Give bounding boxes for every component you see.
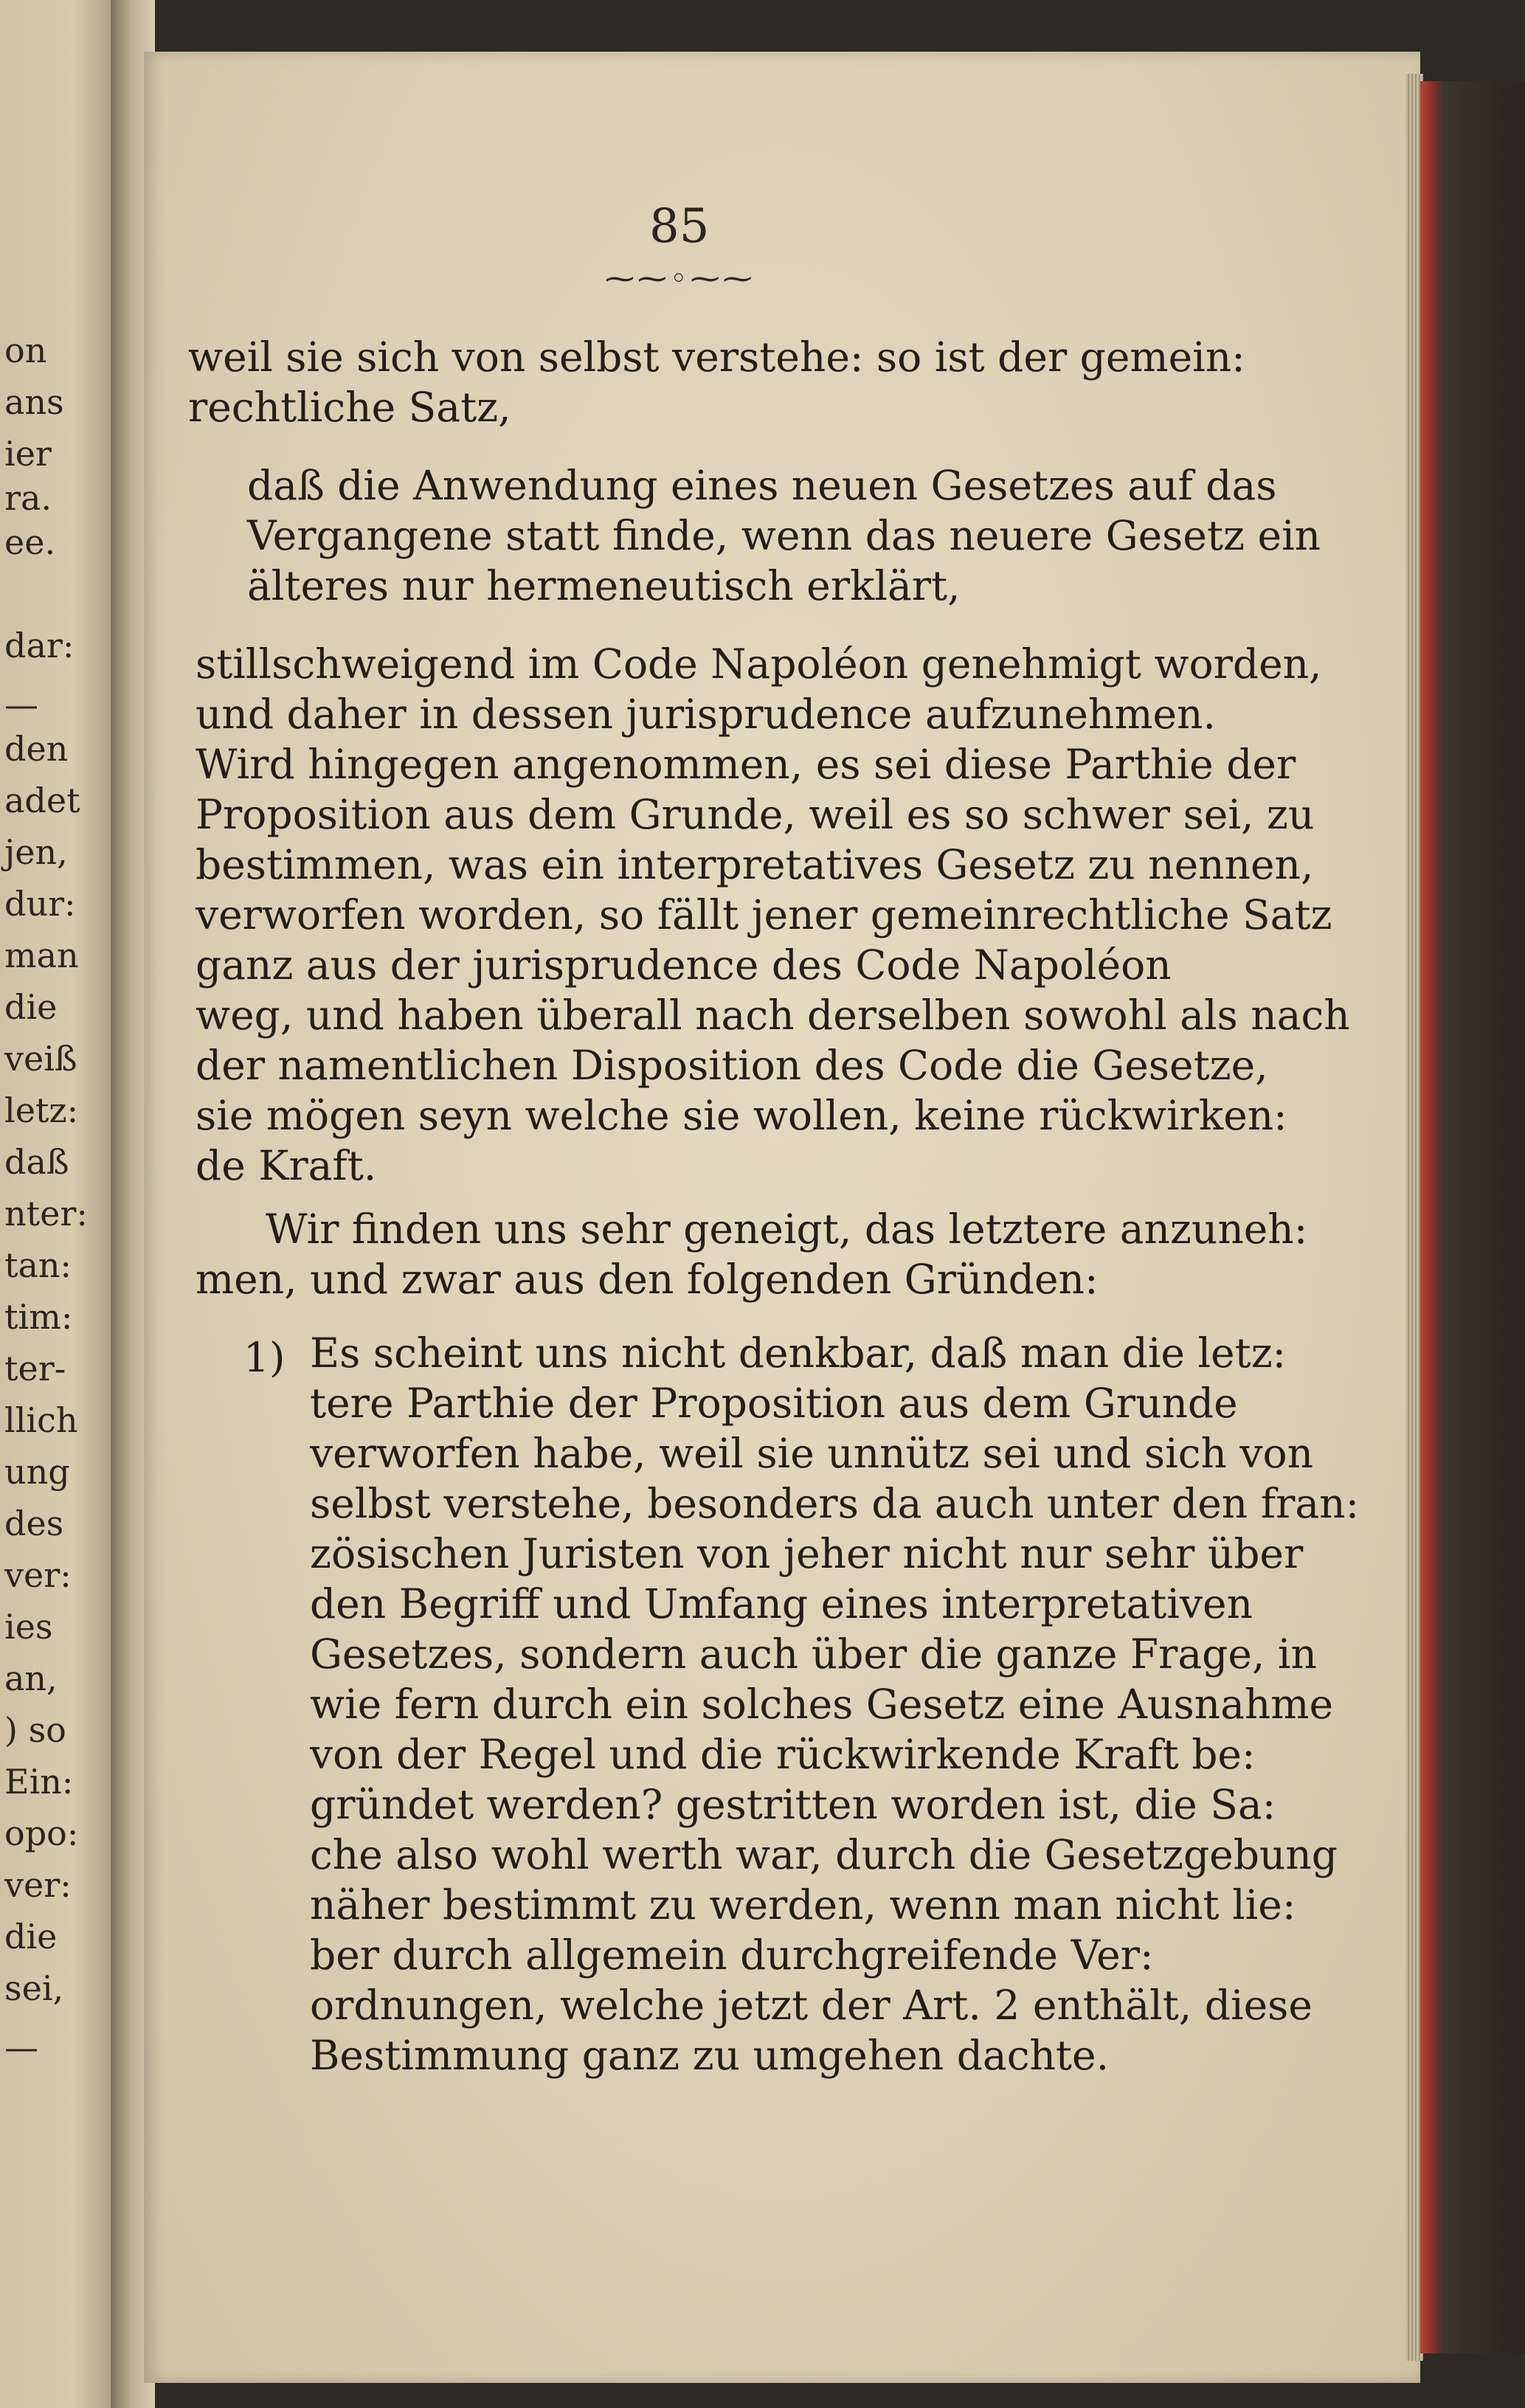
text-line: Wir finden uns sehr geneigt, das letztere anzuneh: — [266, 1205, 1308, 1253]
facing-page-fragment: tan: — [4, 1245, 72, 1285]
text-line: ber durch allgemein durchgreifende Ver: — [310, 1931, 1154, 1979]
facing-page-fragment: an, — [4, 1658, 58, 1698]
text-line: älteres nur hermeneutisch erklärt, — [247, 562, 961, 609]
facing-page — [0, 0, 118, 2408]
text-line: daß die Anwendung eines neuen Gesetzes auf das — [247, 462, 1277, 509]
facing-page-fragment: nter: — [4, 1194, 88, 1234]
text-line: den Begriff und Umfang eines interpretativen — [310, 1580, 1253, 1627]
text-line: der namentlichen Disposition des Code die Gesetze, — [196, 1042, 1268, 1089]
text-line: weil sie sich von selbst verstehe: so ist der gemein: — [188, 333, 1245, 381]
page-number: 85 — [649, 199, 710, 254]
facing-page-fragment: ee. — [4, 522, 56, 562]
text-line: verworfen habe, weil sie unnütz sei und sich von — [310, 1430, 1314, 1477]
facing-page-fragment: ) so — [4, 1710, 66, 1750]
text-line: bestimmen, was ein interpretatives Gesetz zu nennen, — [196, 841, 1314, 888]
list-number: 1) — [243, 1334, 286, 1381]
facing-page-fragment: ver: — [4, 1865, 72, 1905]
text-line: ganz aus der jurisprudence des Code Napoléon — [196, 941, 1172, 989]
facing-page-fragment: tim: — [4, 1297, 73, 1337]
text-line: von der Regel und die rückwirkende Kraft be: — [310, 1731, 1256, 1778]
text-line: sie mögen seyn welche sie wollen, keine rückwirken: — [196, 1092, 1287, 1139]
facing-page-fragment: ver: — [4, 1555, 72, 1595]
text-line: Proposition aus dem Grunde, weil es so schwer sei, zu — [196, 791, 1315, 838]
text-line: selbst verstehe, besonders da auch unter den fran: — [310, 1480, 1360, 1527]
facing-page-fragment: man — [4, 935, 79, 975]
text-line: wie fern durch ein solches Gesetz eine Ausnahme — [310, 1681, 1334, 1728]
facing-page-fragment: jen, — [4, 832, 68, 872]
facing-page-fragment: sei, — [4, 1968, 64, 2008]
facing-page-fragment: letz: — [4, 1090, 79, 1130]
facing-page-fragment: ier — [4, 434, 52, 474]
facing-page-fragment: adet — [4, 781, 80, 820]
text-line: Gesetzes, sondern auch über die ganze Frage, in — [310, 1630, 1317, 1678]
facing-page-fragment: — — [4, 2027, 38, 2067]
facing-page-fragment: opo: — [4, 1813, 79, 1853]
text-line: de Kraft. — [196, 1142, 377, 1189]
text-line: Wird hingegen angenommen, es sei diese Parthie der — [196, 741, 1296, 788]
facing-page-fragment: veiß — [4, 1039, 77, 1079]
facing-page-fragment: daß — [4, 1142, 69, 1182]
facing-page-fragment: dar: — [4, 626, 75, 665]
text-line: Vergangene statt finde, wenn das neuere Gesetz ein — [247, 512, 1321, 559]
facing-page-fragment: die — [4, 987, 58, 1027]
text-line: Es scheint uns nicht denkbar, daß man die letz: — [310, 1329, 1287, 1377]
text-line: Bestimmung ganz zu umgehen dachte. — [310, 2032, 1110, 2079]
facing-page-fragment: ter- — [4, 1349, 66, 1388]
text-line: weg, und haben überall nach derselben sowohl als nach — [196, 992, 1350, 1039]
text-line: tere Parthie der Proposition aus dem Grunde — [310, 1380, 1238, 1427]
facing-page-fragment: des — [4, 1504, 64, 1543]
facing-page-fragment: ans — [4, 382, 64, 422]
text-line: näher bestimmt zu werden, wenn man nicht lie: — [310, 1881, 1296, 1928]
facing-page-fragment: ra. — [4, 478, 52, 518]
facing-page-fragment: llich — [4, 1400, 78, 1440]
text-line: zösischen Juristen von jeher nicht nur sehr über — [310, 1530, 1304, 1577]
facing-page-fragment: — — [4, 685, 38, 724]
facing-page-fragment: Ein: — [4, 1762, 74, 1802]
facing-page-fragment: ung — [4, 1452, 70, 1492]
text-line: gründet werden? gestritten worden ist, die Sa: — [310, 1781, 1276, 1828]
text-line: und daher in dessen jurisprudence aufzunehmen. — [196, 691, 1216, 738]
facing-page-fragment: dur: — [4, 884, 76, 924]
facing-page-fragment: die — [4, 1917, 58, 1957]
book-cover-edge — [1420, 81, 1525, 2353]
facing-page-fragment: on — [4, 331, 47, 370]
text-line: rechtliche Satz, — [188, 384, 511, 431]
text-line: men, und zwar aus den folgenden Gründen: — [196, 1256, 1099, 1303]
text-line: stillschweigend im Code Napoléon genehmigt worden, — [196, 640, 1322, 688]
text-line: verworfen worden, so fällt jener gemeinrechtliche Satz — [196, 891, 1332, 938]
facing-page-fragment: den — [4, 729, 69, 769]
ornament-divider: ⁓⁓◦⁓⁓ — [605, 262, 755, 296]
text-line: che also wohl werth war, durch die Gesetzgebung — [310, 1831, 1338, 1878]
text-line: ordnungen, welche jetzt der Art. 2 enthält, diese — [310, 1982, 1313, 2029]
facing-page-fragment: ies — [4, 1607, 53, 1647]
